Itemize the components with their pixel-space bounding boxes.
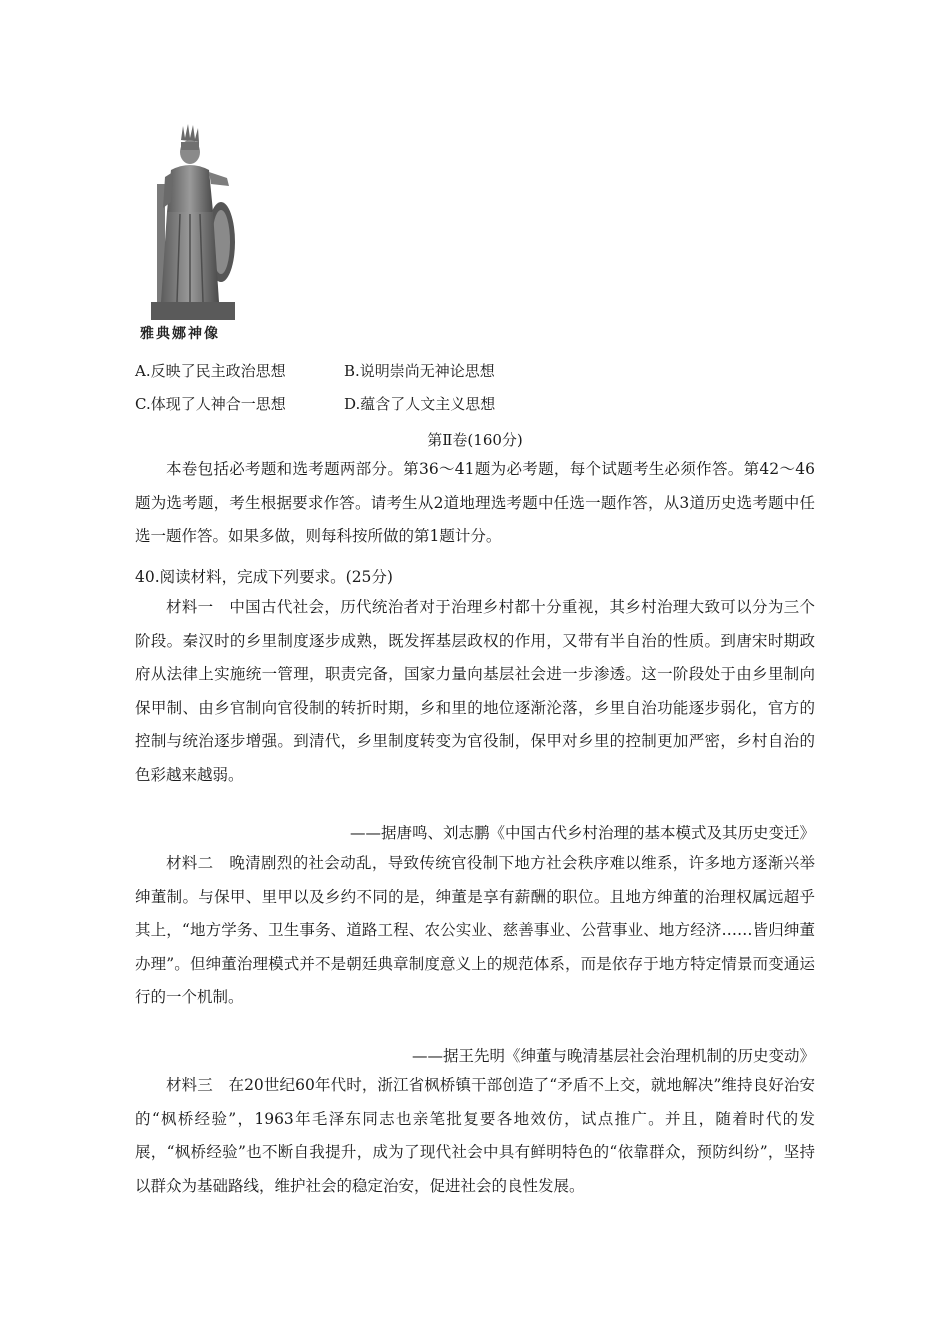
option-d: D.蕴含了人文主义思想 bbox=[344, 395, 496, 413]
material-two-text: 材料二 晚清剧烈的社会动乱，导致传统官役制下地方社会秩序难以维系，许多地方逐渐兴举绅董制。与保甲、里甲以及乡约不同的是，绅董是享有薪酬的职位。且地方绅董的治理权属远超乎其上，“地方学务、卫生事务、道路工程、农公实业、慈善事业、公营事业、地方经济……皆归绅董办理”。但绅董治理模式并不是朝廷典章制度意义上的规范体系，而是依存于地方特定情景而变通运行的一个机制。 bbox=[135, 854, 815, 1006]
figure-caption: 雅典娜神像 bbox=[140, 326, 220, 342]
material-one-text: 材料一 中国古代社会，历代统治者对于治理乡村都十分重视，其乡村治理大致可以分为三个阶段。秦汉时的乡里制度逐步成熟，既发挥基层政权的作用，又带有半自治的性质。到唐宋时期政府从法律上实施统一管理，职责完备，国家力量向基层社会进一步渗透。这一阶段处于由乡里制向保甲制、由乡官制向官役制的转折时期，乡和里的地位逐渐沦落，乡里自治功能逐步弱化，官方的控制与统治逐步增强。到清代，乡里制度转变为官役制，保甲对乡里的控制更加严密，乡村自治的色彩越来越弱。 bbox=[135, 598, 815, 784]
material-two-source: ——据王先明《绅董与晚清基层社会治理机制的历史变动》 bbox=[411, 1047, 815, 1065]
option-a: A.反映了民主政治思想 bbox=[135, 362, 286, 380]
material-one-source: ——据唐鸣、刘志鹏《中国古代乡村治理的基本模式及其历史变迁》 bbox=[349, 824, 815, 842]
athena-statue-image bbox=[135, 122, 250, 352]
section-intro: 本卷包括必考题和选考题两部分。第36～41题为必考题，每个试题考生必须作答。第42～46题为选考题，考生根据要求作答。请考生从2道地理选考题中任选一题作答，从3道历史选考题中任选一题作答。如果多做，则每科按所做的第1题计分。 bbox=[135, 460, 815, 545]
material-three-text: 材料三 在20世纪60年代时，浙江省枫桥镇干部创造了“矛盾不上交，就地解决”维持良好治安的“枫桥经验”，1963年毛泽东同志也亲笔批复要各地效仿，试点推广。并且，随着时代的发展，“枫桥经验”也不断自我提升，成为了现代社会中具有鲜明特色的“依靠群众，预防纠纷”，坚持以群众为基础路线，维护社会的稳定治安，促进社会的良性发展。 bbox=[135, 1076, 815, 1195]
question-heading: 40.阅读材料，完成下列要求。(25分) bbox=[135, 568, 393, 586]
option-b: B.说明崇尚无神论思想 bbox=[344, 362, 495, 380]
statue-illustration bbox=[135, 122, 250, 322]
option-c: C.体现了人神合一思想 bbox=[135, 395, 286, 413]
section-title: 第Ⅱ卷(160分) bbox=[427, 431, 523, 449]
